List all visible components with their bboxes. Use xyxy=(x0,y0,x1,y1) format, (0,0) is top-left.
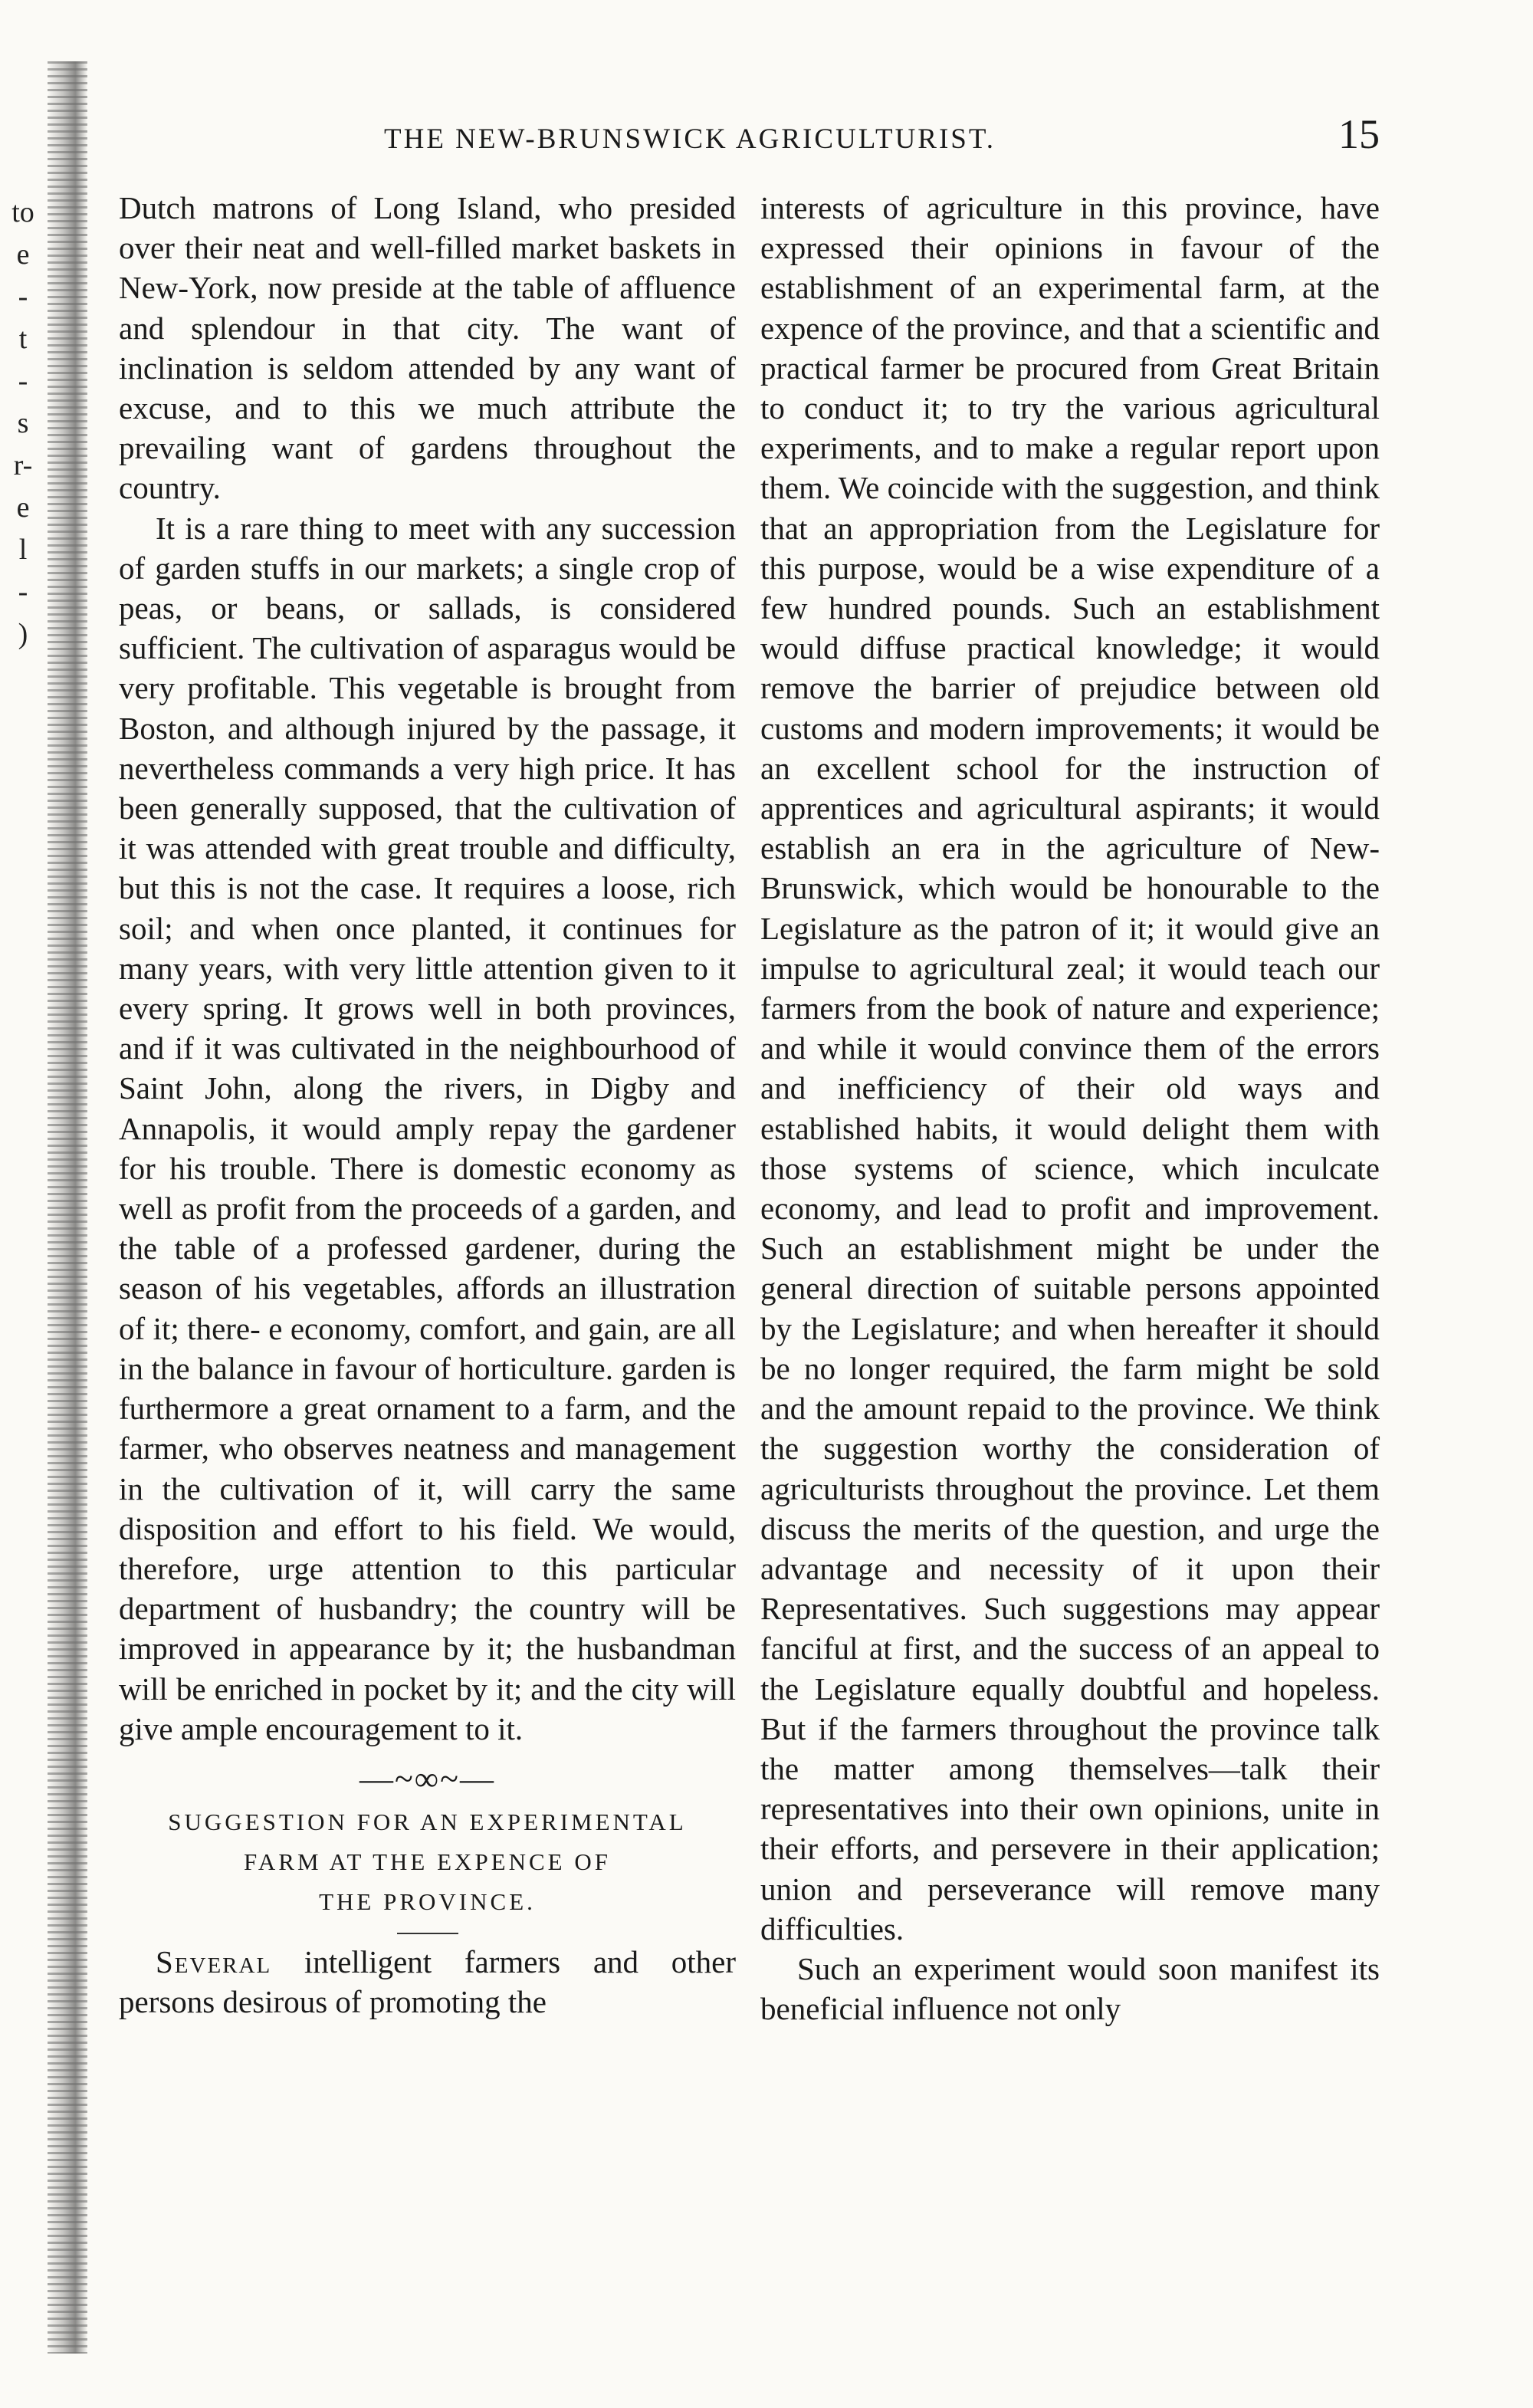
section-ornament: —~∞~— xyxy=(359,1759,495,1798)
bleed-char: ) xyxy=(18,618,28,650)
section-title-line-3: THE PROVINCE. xyxy=(319,1888,536,1916)
bleed-char: - xyxy=(18,281,28,313)
drop-lead-word: Several xyxy=(156,1944,272,1980)
binding-spine-shadow xyxy=(48,61,87,2354)
bleed-char: - xyxy=(18,576,28,608)
left-paragraph-2: It is a rare thing to meet with any succession of garden stuffs in our markets; a single crop of peas, or beans, or sallads, is considered sufficient. The cultivation of asparagus would be very profitable. This vegetable is brought from Boston, and although injured by the passage, it nevertheless commands a very high price. It has been generally supposed, that the cultivation of it was attended with great trouble and difficulty, but this is not the case. It requires a loose, rich soil; and when once planted, it continues for many years, with very little attention given to it every spring. It grows well in both provinces, and if it was cultivated in the neighbourhood of Saint John, along the rivers, in Digby and Annapolis, it would amply repay the gardener for his trouble. There is domestic economy as well as profit from the proceeds of a garden, and the table of a professed gardener, during the season of his vegetables, affords an illustration of it; there- e economy, comfort, and gain, are all in the balance in favour of horticulture. garden is furthermore a great ornament to a farm, and the farmer, who observes neatness and management in the cultivation of it, will carry the same disposition and effort to his field. We would, therefore, urge attention to this particular department of husbandry; the country will be improved in appearance by it; the husbandman will be enriched in pocket by it; and the city will give ample encouragement to it. xyxy=(119,510,736,1746)
left-paragraph-3-text: intelligent farmers and other persons desirous of promoting the xyxy=(119,1944,736,2020)
bleed-char: to xyxy=(11,196,34,228)
bleed-char: s xyxy=(17,407,29,439)
bleed-char: r- xyxy=(13,449,33,481)
bleed-char: t xyxy=(18,323,28,355)
bleed-char: e xyxy=(16,491,30,524)
right-column xyxy=(760,188,1380,2029)
left-paragraph-1: Dutch matrons of Long Island, who presided over their neat and well-filled market baskets in New-York, now preside at the table of affluence and splendour in that city. The want of inclination is seldom attended by any want of excuse, and to this we much attribute the prevailing want of gardens throughout the country. xyxy=(119,190,736,506)
bleed-char: e xyxy=(16,238,30,271)
right-paragraph-1: interests of agriculture in this province, have expressed their opinions in favour of the establishment of an experimental farm, at the expence of the province, and that a scientific and practical farmer be procured from Great Britain to conduct it; to try the various agricultural experiments, and to make a regular report upon them. We coincide with the suggestion, and think that an appropriation from the Legislature for this purpose, would be a wise expenditure of a few hundred pounds. Such an establishment would diffuse practical knowledge; it would remove the barrier of prejudice between old customs and modern improvements; it would be an excellent school for the instruction of apprentices and agricultural aspirants; it would establish an era in the agriculture of New-Brunswick, which would be honourable to the Legislature as the patron of it; it would give an impulse to agricultural zeal; it would teach our farmers from the book of nature and experience; and while it would convince them of the errors and inefficiency of their old ways and established habits, it would delight them with those systems of science, which inculcate economy, and lead to profit and improvement. Such an establishment might be under the general direction of suitable persons appointed by the Legislature; and when hereafter it should be no longer required, the farm might be sold and the amount repaid to the province. We think the suggestion worthy the consideration of agriculturists throughout the province. Let them discuss the merits of the question, and urge the advantage and necessity of it upon their Representatives. Such suggestions may appear fanciful at first, and the success of an appeal to the Legislature equally doubtful and hopeless. But if the farmers throughout the province talk the matter among themselves—talk their representatives into their own opinions, unite in their efforts, and persevere in their application; union and perseverance will remove many difficulties. xyxy=(760,190,1380,1946)
margin-bleed-text xyxy=(0,192,46,655)
section-title-line-1: SUGGESTION FOR AN EXPERIMENTAL xyxy=(168,1808,687,1836)
running-head: THE NEW-BRUNSWICK AGRICULTURIST. xyxy=(384,123,996,155)
section-title-line-2: FARM AT THE EXPENCE OF xyxy=(243,1848,611,1876)
left-column xyxy=(119,188,736,2022)
page-number: 15 xyxy=(1338,111,1380,157)
section-rule xyxy=(397,1933,458,1934)
page-header xyxy=(184,111,1380,169)
bleed-char: l xyxy=(18,534,28,566)
left-paragraph-3 xyxy=(119,1942,736,2022)
right-paragraph-2: Such an experiment would soon manifest its beneficial influence not only xyxy=(760,1950,1380,2027)
bleed-char: - xyxy=(18,365,28,397)
